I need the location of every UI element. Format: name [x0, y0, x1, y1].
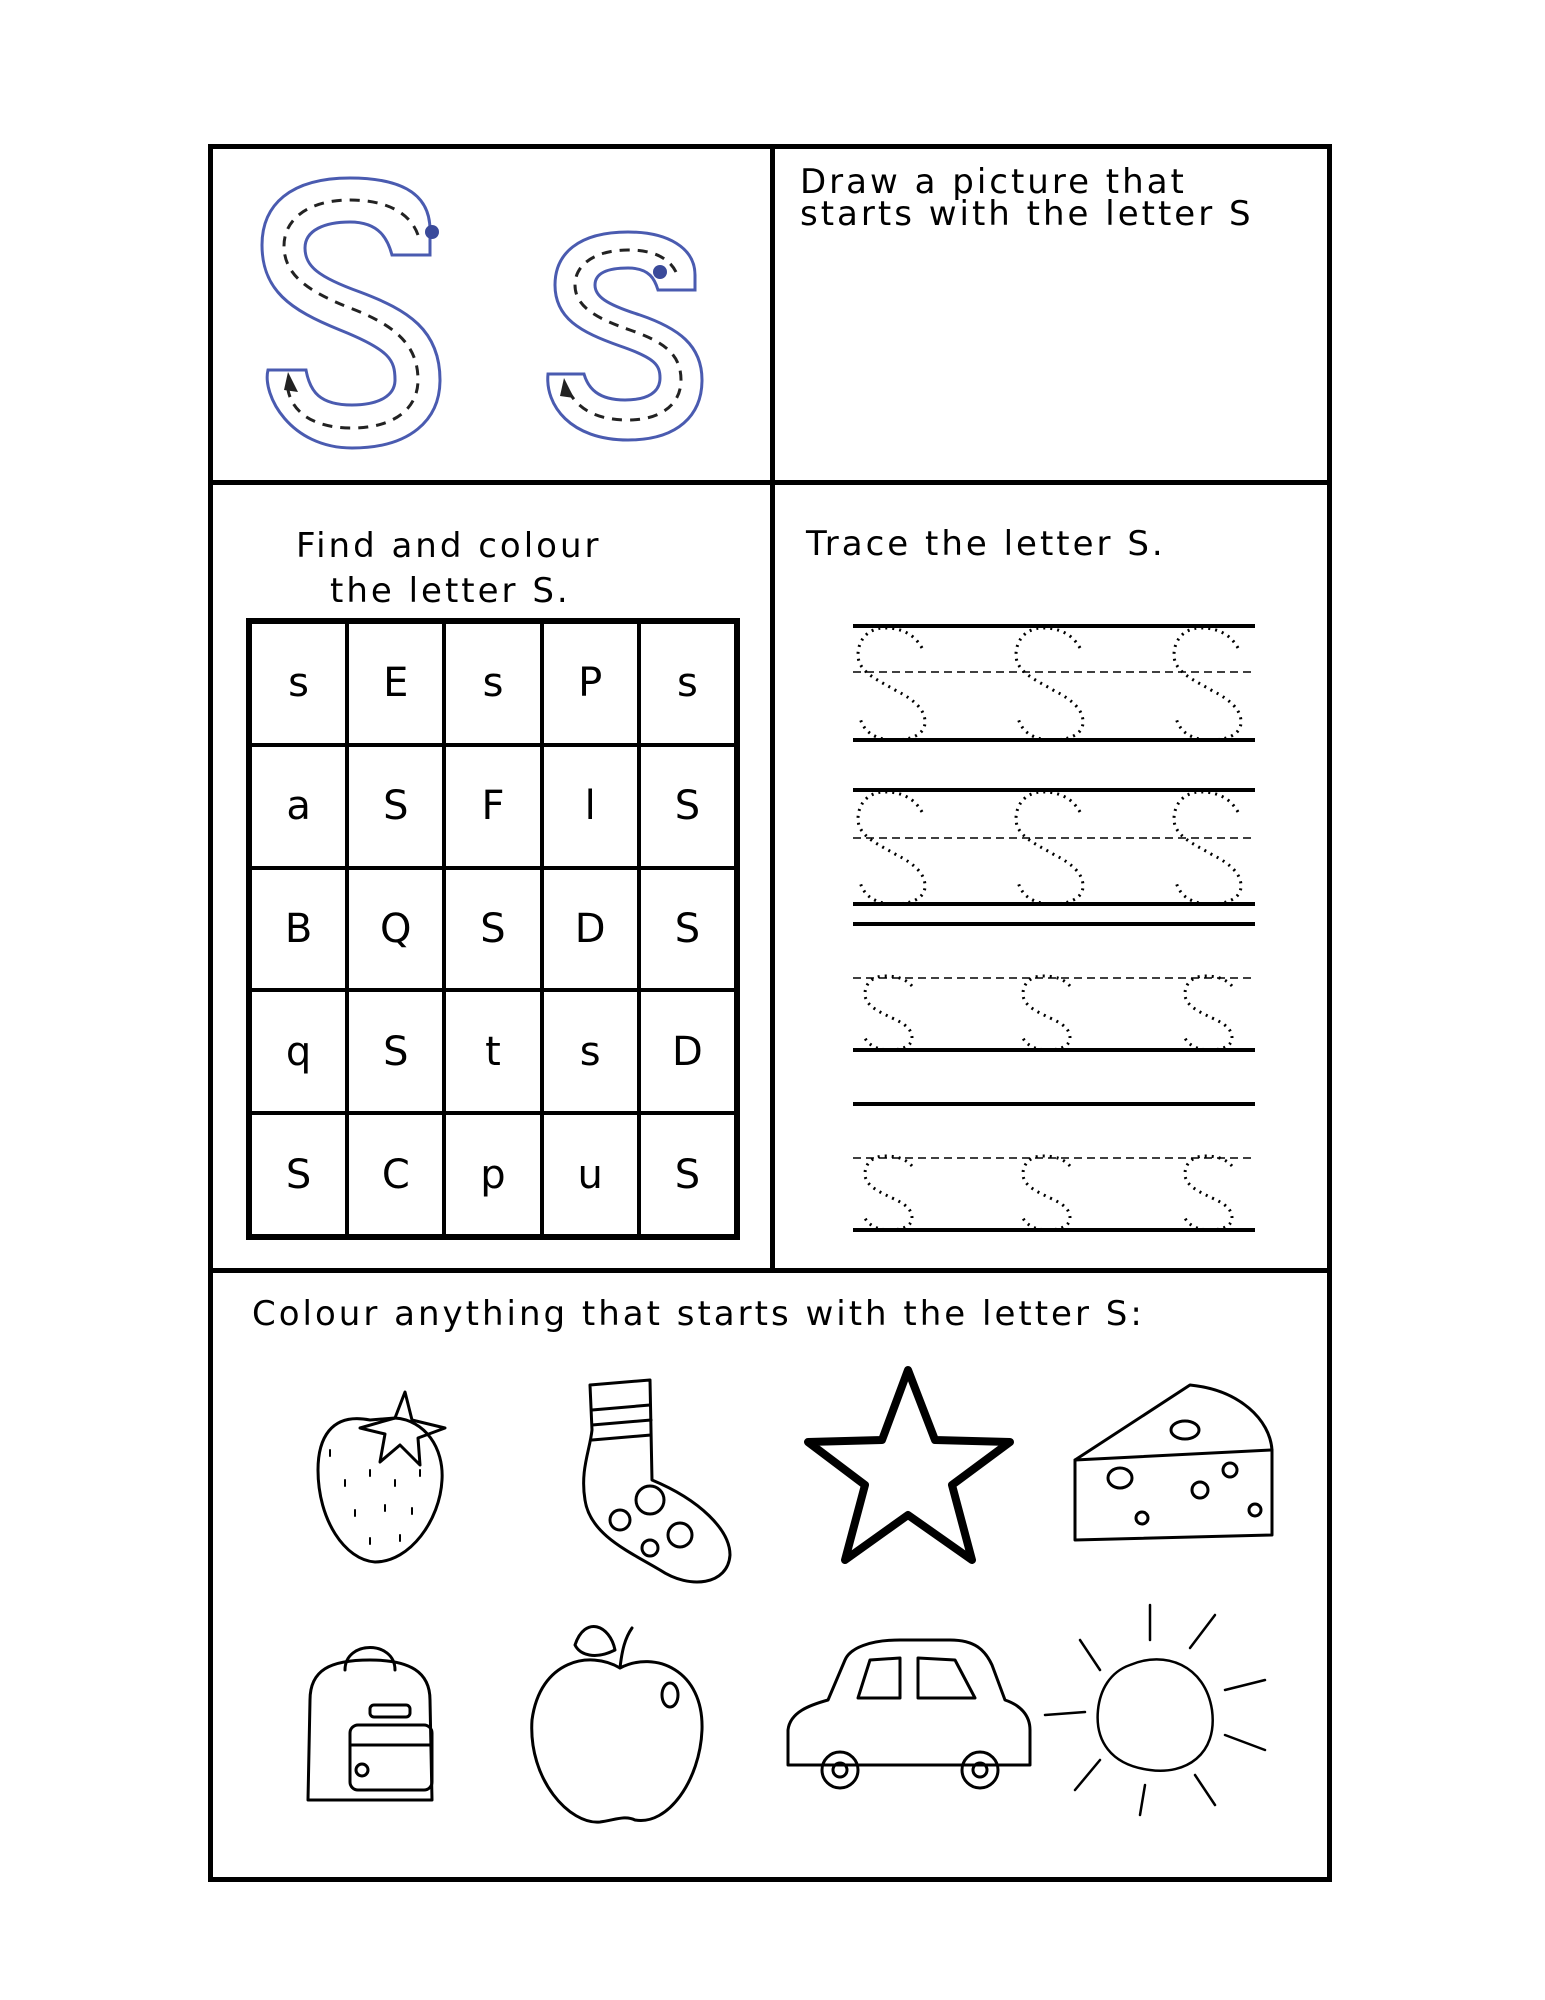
strawberry-icon[interactable] [318, 1392, 445, 1562]
grid-cell[interactable]: D [542, 868, 639, 991]
grid-cell[interactable]: S [347, 990, 444, 1113]
grid-cell[interactable]: q [250, 990, 347, 1113]
grid-cell[interactable]: Q [347, 868, 444, 991]
grid-cell[interactable]: E [347, 622, 444, 745]
trace-instruction: Trace the letter S. [806, 524, 1166, 564]
car-icon[interactable] [788, 1640, 1030, 1788]
grid-cell[interactable]: B [250, 868, 347, 991]
sun-icon[interactable] [1045, 1605, 1265, 1815]
grid-cell[interactable]: P [542, 622, 639, 745]
grid-cell[interactable]: S [444, 868, 541, 991]
grid-cell[interactable]: F [444, 745, 541, 868]
grid-cell[interactable]: s [542, 990, 639, 1113]
backpack-icon[interactable] [308, 1648, 432, 1801]
star-icon[interactable] [808, 1370, 1010, 1560]
grid-cell[interactable]: D [639, 990, 736, 1113]
grid-cell[interactable]: u [542, 1113, 639, 1236]
grid-cell[interactable]: S [639, 745, 736, 868]
grid-cell[interactable]: a [250, 745, 347, 868]
find-instruction-line1: Find and colour [296, 526, 602, 566]
grid-cell[interactable]: l [542, 745, 639, 868]
grid-cell[interactable]: s [444, 622, 541, 745]
apple-icon[interactable] [532, 1626, 702, 1822]
draw-instruction-line2: starts with the letter S [800, 194, 1254, 234]
grid-cell[interactable]: S [250, 1113, 347, 1236]
cheese-icon[interactable] [1075, 1385, 1272, 1540]
grid-cell[interactable]: p [444, 1113, 541, 1236]
find-instruction-line2: the letter S. [330, 571, 571, 611]
draw-instruction-line1: Draw a picture that [800, 162, 1187, 202]
colour-instruction: Colour anything that starts with the letter S: [252, 1294, 1145, 1334]
sock-icon[interactable] [584, 1380, 730, 1582]
grid-cell[interactable]: S [347, 745, 444, 868]
grid-cell[interactable]: S [639, 1113, 736, 1236]
grid-cell[interactable]: S [639, 868, 736, 991]
grid-cell[interactable]: C [347, 1113, 444, 1236]
grid-cell[interactable]: s [250, 622, 347, 745]
grid-cell[interactable]: s [639, 622, 736, 745]
grid-cell[interactable]: t [444, 990, 541, 1113]
